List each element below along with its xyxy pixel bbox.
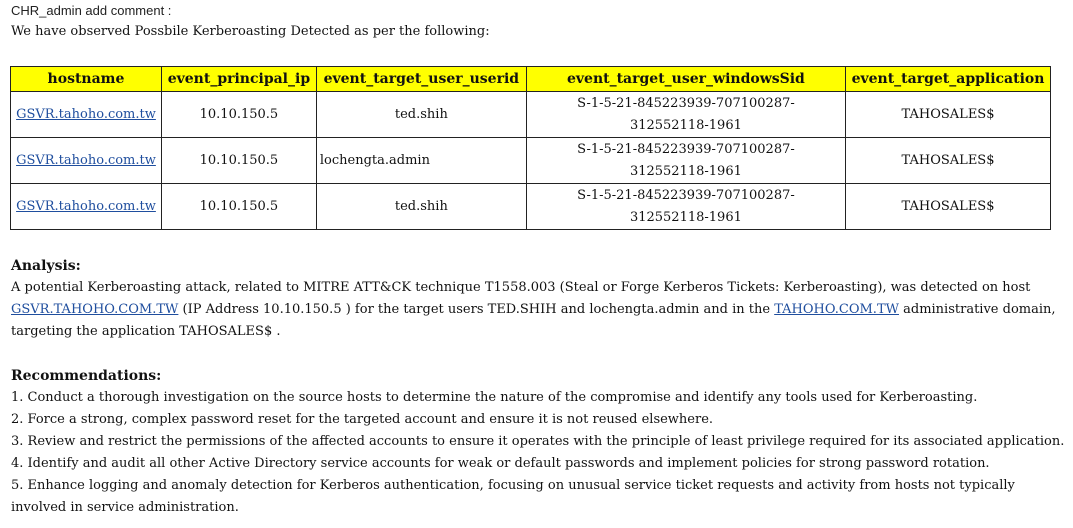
recommendation-item: 3. Review and restrict the permissions of the affected accounts to ensure it operates with the principle of least privilege required for its associated application. <box>11 434 1065 449</box>
table-row <box>11 138 1051 184</box>
ip-cell: 10.10.150.5 <box>161 138 316 184</box>
ip-cell: 10.10.150.5 <box>161 92 316 138</box>
table-header-row <box>11 67 1051 92</box>
events-table <box>10 66 1051 230</box>
analysis-paragraph <box>11 277 1066 343</box>
recommendation-item: 1. Conduct a thorough investigation on the source hosts to determine the nature of the compromise and identify any tools used for Kerberoasting. <box>11 390 978 405</box>
column-header-hostname: hostname <box>11 67 162 92</box>
domain-link[interactable]: TAHOHO.COM.TW <box>774 302 899 317</box>
sid-line-1: S-1-5-21-845223939-707100287- <box>577 187 795 203</box>
ip-cell: 10.10.150.5 <box>161 184 316 230</box>
hostname-cell <box>11 92 162 138</box>
analysis-section <box>11 255 1066 343</box>
table-row <box>11 184 1051 230</box>
recommendation-item: 2. Force a strong, complex password reset for the targeted account and ensure it is not reused elsewhere. <box>11 412 714 427</box>
recommendation-item: 5. Enhance logging and anomaly detection for Kerberos authentication, focusing on unusual service ticket requests and activity from hosts not typically involved in service administration. <box>11 478 1015 515</box>
comment-author-line: CHR_admin add comment : <box>11 3 172 18</box>
userid-cell: lochengta.admin <box>316 138 526 184</box>
userid-cell: ted.shih <box>316 184 526 230</box>
hostname-cell <box>11 138 162 184</box>
host-link[interactable]: GSVR.TAHOHO.COM.TW <box>11 302 179 317</box>
sid-line-2: 312552118-1961 <box>629 117 742 133</box>
sid-line-1: S-1-5-21-845223939-707100287- <box>577 95 795 111</box>
application-cell: TAHOSALES$ <box>846 138 1051 184</box>
sid-cell <box>526 138 845 184</box>
analysis-title: Analysis: <box>11 258 81 274</box>
hostname-link[interactable]: GSVR.tahoho.com.tw <box>16 152 156 168</box>
intro-text: We have observed Possbile Kerberoasting Detected as per the following: <box>11 24 490 39</box>
table-row <box>11 92 1051 138</box>
analysis-text-1: A potential Kerberoasting attack, related to MITRE ATT&CK technique T1558.003 (Steal or Forge Kerberos Tickets: Kerberoasting), was detected on host <box>11 280 1031 295</box>
recommendations-title: Recommendations: <box>11 368 162 384</box>
recommendations-section <box>11 365 1066 519</box>
sid-line-2: 312552118-1961 <box>629 209 742 225</box>
sid-line-1: S-1-5-21-845223939-707100287- <box>577 141 795 157</box>
column-header-target-sid: event_target_user_windowsSid <box>526 67 845 92</box>
sid-cell <box>526 184 845 230</box>
hostname-cell <box>11 184 162 230</box>
hostname-link[interactable]: GSVR.tahoho.com.tw <box>16 106 156 122</box>
sid-line-2: 312552118-1961 <box>629 163 742 179</box>
recommendation-item: 4. Identify and audit all other Active Directory service accounts for weak or default passwords and implement policies for strong password rotation. <box>11 456 990 471</box>
application-cell: TAHOSALES$ <box>846 184 1051 230</box>
column-header-principal-ip: event_principal_ip <box>161 67 316 92</box>
column-header-target-userid: event_target_user_userid <box>316 67 526 92</box>
hostname-link[interactable]: GSVR.tahoho.com.tw <box>16 198 156 214</box>
application-cell: TAHOSALES$ <box>846 92 1051 138</box>
analysis-text-3: administrative domain, targeting the application TAHOSALES$ . <box>11 302 1056 339</box>
userid-cell: ted.shih <box>316 92 526 138</box>
analysis-text-2: (IP Address 10.10.150.5 ) for the target users TED.SHIH and lochengta.admin and in the <box>178 302 775 317</box>
sid-cell <box>526 92 845 138</box>
column-header-target-application: event_target_application <box>846 67 1051 92</box>
